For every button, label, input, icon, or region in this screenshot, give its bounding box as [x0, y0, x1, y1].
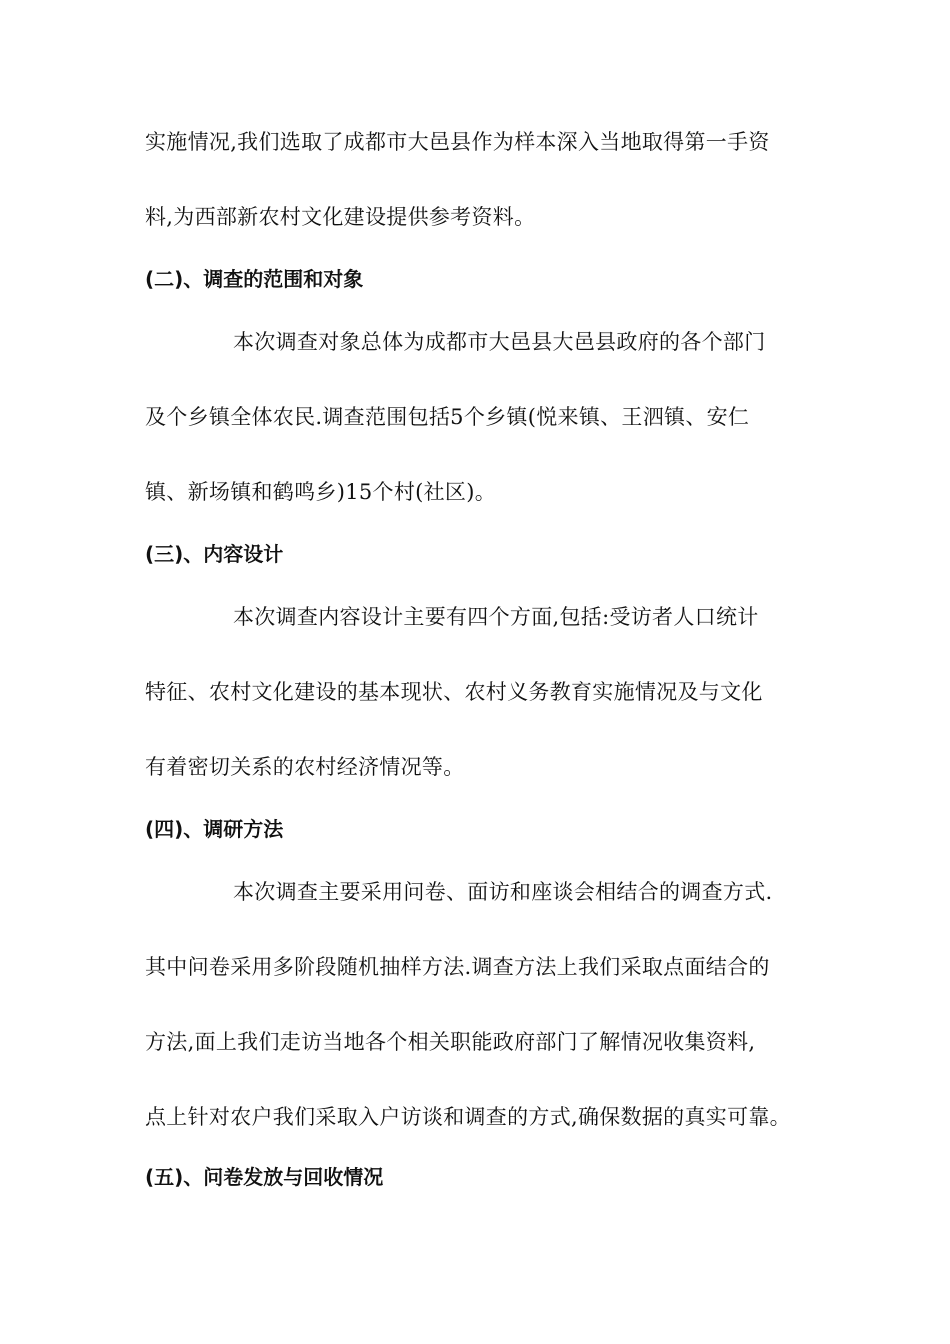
scope-line-2: 及个乡镇全体农民.调查范围包括5个乡镇(悦来镇、王泗镇、安仁	[145, 405, 750, 429]
section-heading-content: (三)、内容设计	[145, 542, 284, 566]
intro-line-2: 料,为西部新农村文化建设提供参考资料。	[145, 205, 536, 229]
method-line-4: 点上针对农户我们采取入户访谈和调查的方式,确保数据的真实可靠。	[145, 1105, 791, 1129]
method-line-1: 本次调查主要采用问卷、面访和座谈会相结合的调查方式.	[233, 880, 773, 904]
content-line-2: 特征、农村文化建设的基本现状、农村义务教育实施情况及与文化	[145, 680, 763, 704]
intro-line-1: 实施情况,我们选取了成都市大邑县作为样本深入当地取得第一手资	[145, 130, 770, 154]
section-heading-method: (四)、调研方法	[145, 817, 284, 841]
method-line-2: 其中问卷采用多阶段随机抽样方法.调查方法上我们采取点面结合的	[145, 955, 770, 979]
content-line-3: 有着密切关系的农村经济情况等。	[145, 755, 465, 779]
method-line-3: 方法,面上我们走访当地各个相关职能政府部门了解情况收集资料,	[145, 1030, 756, 1054]
scope-line-1: 本次调查对象总体为成都市大邑县大邑县政府的各个部门	[233, 330, 766, 354]
scope-line-3: 镇、新场镇和鹤鸣乡)15个村(社区)。	[145, 480, 496, 504]
content-line-1: 本次调查内容设计主要有四个方面,包括:受访者人口统计	[233, 605, 759, 629]
section-heading-questionnaire: (五)、问卷发放与回收情况	[145, 1165, 384, 1189]
section-heading-scope: (二)、调查的范围和对象	[145, 267, 364, 291]
